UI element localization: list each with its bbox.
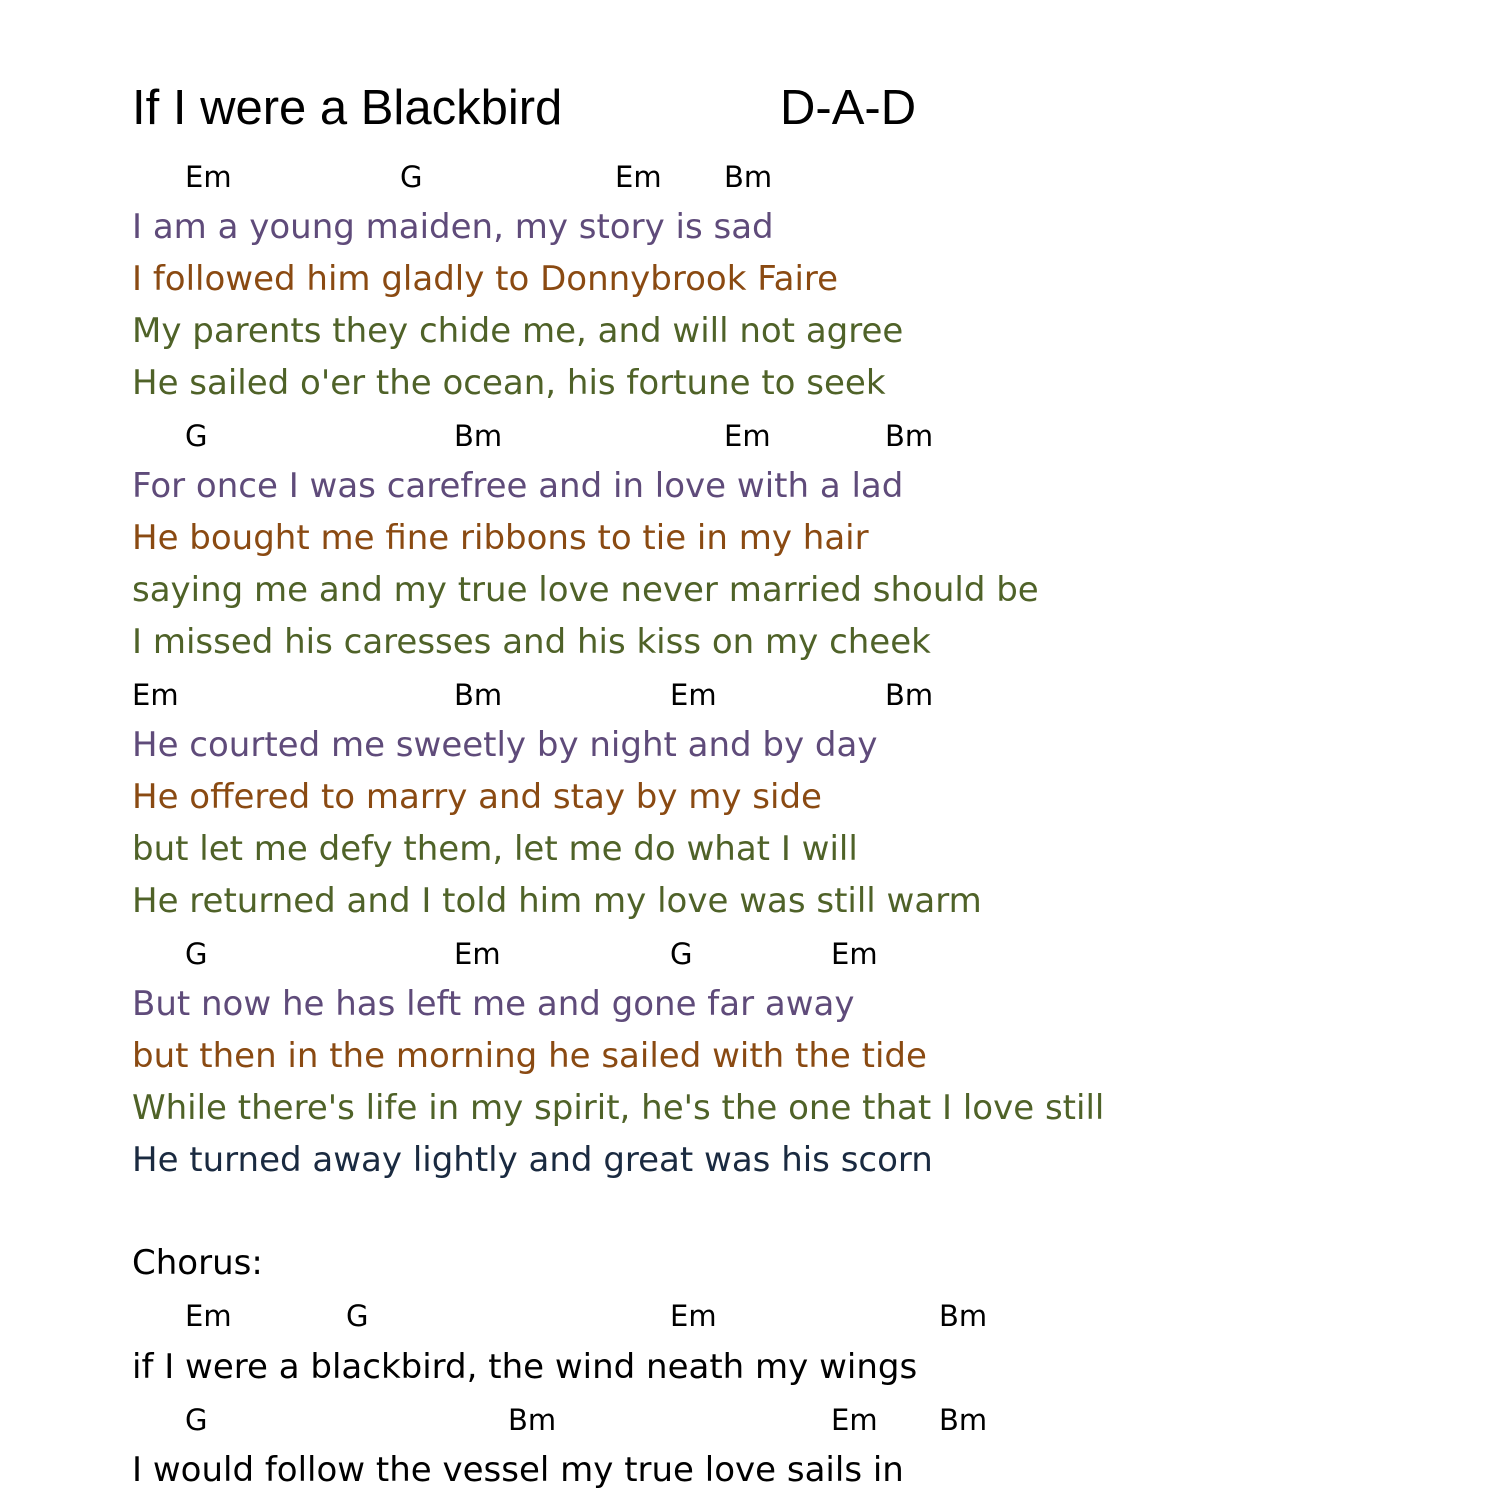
chord: Em bbox=[454, 937, 501, 971]
lyric-line: For once I was carefree and in love with a lad bbox=[132, 466, 904, 506]
lyric-line: He returned and I told him my love was still warm bbox=[132, 881, 982, 921]
chord: Bm bbox=[939, 1403, 988, 1437]
lyric-line: saying me and my true love never married should be bbox=[132, 570, 1039, 610]
chord: Em bbox=[670, 1299, 717, 1333]
lyric-line: I missed his caresses and his kiss on my cheek bbox=[132, 622, 931, 662]
lyric-line: But now he has left me and gone far away bbox=[132, 984, 855, 1024]
chord: Bm bbox=[508, 1403, 557, 1437]
lyric-line: I followed him gladly to Donnybrook Faire bbox=[132, 259, 839, 299]
chord: Bm bbox=[454, 678, 503, 712]
lyric-line: My parents they chide me, and will not agree bbox=[132, 311, 904, 351]
lyric-line: but then in the morning he sailed with the tide bbox=[132, 1036, 927, 1076]
lyric-line: While there's life in my spirit, he's the one that I love still bbox=[132, 1088, 1105, 1128]
chord: Em bbox=[132, 678, 179, 712]
lyric-line: He courted me sweetly by night and by day bbox=[132, 725, 878, 765]
chord: G bbox=[185, 1403, 208, 1437]
lyric-line: but let me defy them, let me do what I will bbox=[132, 829, 858, 869]
chord: Bm bbox=[724, 160, 773, 194]
chorus-line: if I were a blackbird, the wind neath my wings bbox=[132, 1347, 918, 1387]
chord: Em bbox=[670, 678, 717, 712]
song-title: If I were a Blackbird bbox=[132, 81, 563, 135]
chord: Bm bbox=[885, 419, 934, 453]
chord: G bbox=[670, 937, 693, 971]
lyric-line: He offered to marry and stay by my side bbox=[132, 777, 822, 817]
chord: Bm bbox=[939, 1299, 988, 1333]
chord: Em bbox=[831, 1403, 878, 1437]
chorus-line: I would follow the vessel my true love sails in bbox=[132, 1450, 904, 1490]
chord: Bm bbox=[454, 419, 503, 453]
chord: G bbox=[185, 937, 208, 971]
chord: Em bbox=[831, 937, 878, 971]
lyric-line: He sailed o'er the ocean, his fortune to seek bbox=[132, 363, 886, 403]
chord: Em bbox=[615, 160, 662, 194]
chorus-label: Chorus: bbox=[132, 1243, 263, 1283]
chord: Bm bbox=[885, 678, 934, 712]
chord: Em bbox=[724, 419, 771, 453]
chord: G bbox=[346, 1299, 369, 1333]
chord: G bbox=[185, 419, 208, 453]
lyric-line: I am a young maiden, my story is sad bbox=[132, 207, 774, 247]
chord: Em bbox=[185, 1299, 232, 1333]
lyric-line: He bought me fine ribbons to tie in my hair bbox=[132, 518, 869, 558]
chord: G bbox=[400, 160, 423, 194]
chord: Em bbox=[185, 160, 232, 194]
lyric-line: He turned away lightly and great was his scorn bbox=[132, 1140, 933, 1180]
tuning-label: D-A-D bbox=[780, 81, 917, 135]
